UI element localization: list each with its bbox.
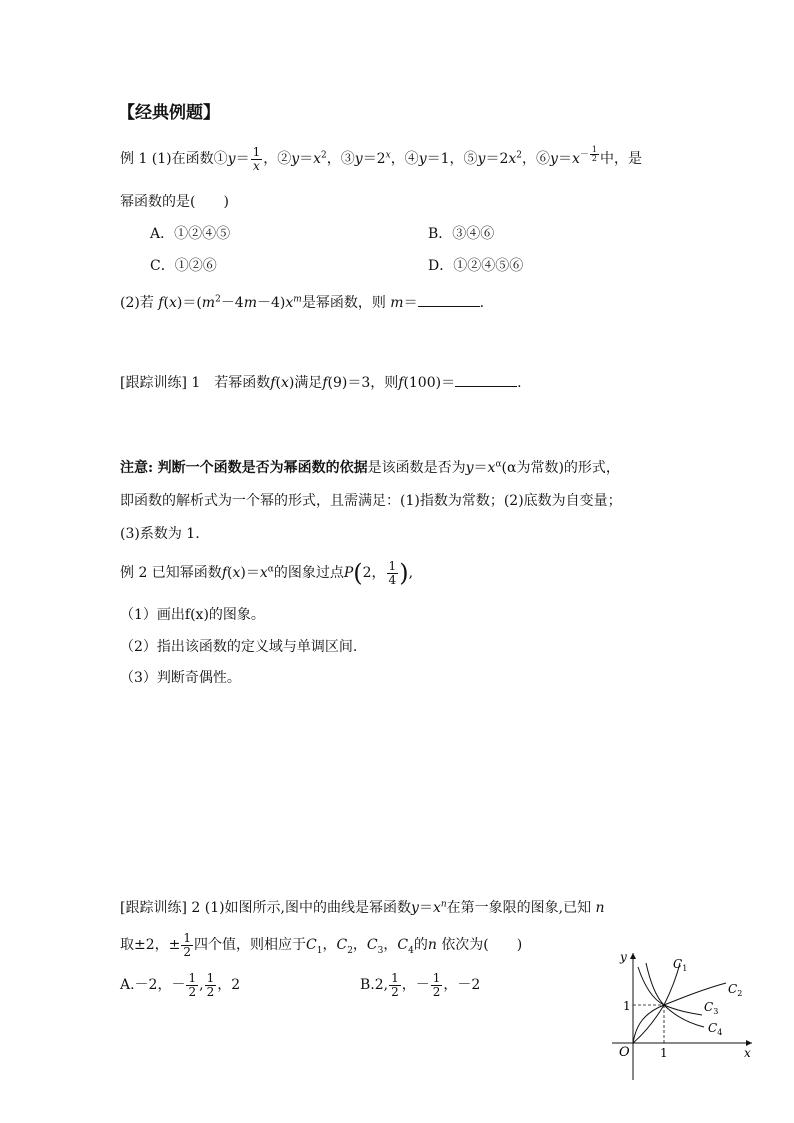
y-one-label: 1 <box>623 999 631 1013</box>
c3-label: $C_3$ <box>704 1000 719 1016</box>
example2-q1: （1）画出f(x)的图象。 <box>120 607 265 623</box>
c2-label: $C_2$ <box>728 982 743 998</box>
curve-c4 <box>646 963 704 1027</box>
example2-q2: （2）指出该函数的定义域与单调区间. <box>120 639 358 655</box>
example2-q3: （3）判断奇偶性。 <box>120 670 241 686</box>
option-b: B．③④⑥ <box>428 226 495 242</box>
practice1-line: [跟踪训练] 1 若幂函数f(x)满足f(9)＝3，则f(100)＝ . <box>120 375 522 391</box>
curve-c1 <box>633 963 680 1043</box>
answer-blank[interactable] <box>455 374 517 387</box>
note-line2: 即函数的解析式为一个幂的形式，且需满足：(1)指数为常数；(2)底数为自变量； <box>120 493 622 509</box>
example1-line2: 幂函数的是( ) <box>120 194 229 210</box>
c4-label: $C_4$ <box>708 1021 723 1037</box>
practice2-option-a: A.－2，－ $\frac{1}{2}$ , $\frac{1}{2}$ ，2 <box>120 971 241 999</box>
x-one-label: 1 <box>660 1046 668 1060</box>
x-axis-label: x <box>744 1046 751 1060</box>
power-function-graph <box>600 945 765 1085</box>
option-c: C．①②⑥ <box>150 258 217 274</box>
example1-part2: (2)若 $f(x)=(m^2-4m-4)x^m$是幂函数，则 m＝ . <box>120 294 485 311</box>
option-d: D．①②④⑤⑥ <box>428 258 524 274</box>
practice2-line2: 取±2，± $\frac{1}{2}$ 四个值，则相应于$C_1$，$C_2$，$C_3$，$C_4$的n 依次为( ) <box>120 931 523 959</box>
y-axis-label: y <box>620 950 627 964</box>
note-line1: 注意: 判断一个函数是否为幂函数的依据是该函数是否为$y=x^\alpha(\alpha$为常数)的形式， <box>120 459 620 476</box>
example1-line1: 例 1 (1)在函数①y＝ $\frac{1}{x}$ ，$②y=x^2$，$③y=2^x$，④y＝1，$⑤y=2x^2$，$⑥y=x^{- \frac{1}{2}}$ 中，是 <box>120 145 642 173</box>
example2-line: 例 2 已知幂函数$f(x)=x^\alpha$的图象过点P(2， $\frac{1}{4}$ ), <box>120 559 414 588</box>
section-title: 【经典例题】 <box>118 103 220 123</box>
c1-label: $C_1$ <box>673 957 688 973</box>
answer-blank[interactable] <box>418 294 480 307</box>
practice2-option-b: B.2, $\frac{1}{2}$ ，－ $\frac{1}{2}$ ，－2 <box>360 971 481 999</box>
practice2-line1: [跟踪训练] 2 (1)如图所示,图中的曲线是幂函数$y=x^n$在第一象限的图象,已知 n <box>120 899 605 916</box>
option-a: A．①②④⑤ <box>150 226 231 242</box>
origin-label: O <box>619 1045 630 1060</box>
note-line3: (3)系数为 1. <box>120 526 200 542</box>
